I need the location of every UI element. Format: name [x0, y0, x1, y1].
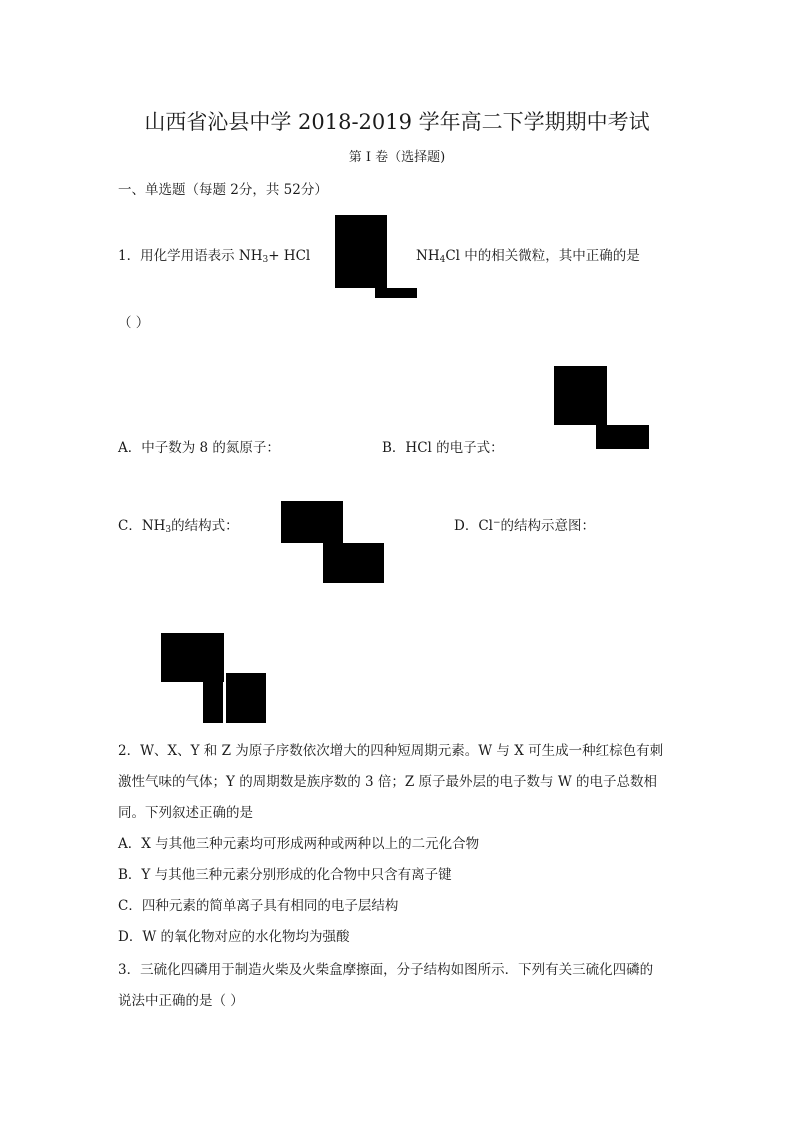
q2-stem-line3: 同。下列叙述正确的是	[118, 805, 253, 821]
q1-option-c-prefix: C．NH	[118, 518, 166, 534]
q1-stem-suffix: Cl 中的相关微粒，其中正确的是	[445, 248, 640, 264]
q1-reaction-arrow-image-tail	[375, 288, 417, 298]
page-title: 山西省沁县中学 2018-2019 学年高二下学期期中考试	[144, 110, 650, 134]
q1-stem-reactant: + HCl	[268, 248, 311, 264]
q1-product-sub: 4	[439, 255, 446, 265]
q1-option-d-prefix: D．Cl	[454, 518, 493, 534]
q1-option-d-image-part	[203, 682, 223, 723]
q1-option-d-suffix: 的结构示意图：	[500, 518, 596, 534]
q1-stem-prefix: 1．用化学用语表示 NH	[118, 248, 263, 264]
q3-stem-line2: 说法中正确的是（ ）	[118, 993, 244, 1009]
q1-option-c-image-part	[323, 543, 384, 583]
q1-stem	[118, 244, 310, 265]
q1-option-b: B．HCl 的电子式：	[382, 440, 504, 456]
q1-option-c	[118, 514, 239, 535]
q1-reaction-arrow-image	[335, 215, 387, 288]
section-heading: 一、单选题（每题 2分，共 52分）	[118, 182, 328, 198]
q1-option-d-image-part2	[226, 673, 266, 723]
q1-option-d-image	[161, 633, 224, 682]
q1-option-c-sub: 3	[165, 525, 172, 535]
q1-option-d-sup: −	[492, 518, 501, 528]
q2-option-c: C．四种元素的简单离子具有相同的电子层结构	[118, 898, 399, 914]
q2-stem-line1: 2．W、X、Y 和 Z 为原子序数依次增大的四种短周期元素。W 与 X 可生成一种红棕色有刺	[118, 743, 664, 759]
q1-option-c-image	[281, 501, 343, 543]
q1-option-a: A．中子数为 8 的氮原子：	[118, 440, 280, 456]
q1-option-d	[454, 514, 595, 534]
q3-stem-line1: 3．三硫化四磷用于制造火柴及火柴盒摩擦面，分子结构如图所示．下列有关三硫化四磷的	[118, 962, 654, 978]
q2-option-b: B．Y 与其他三种元素分别形成的化合物中只含有离子键	[118, 867, 452, 883]
q1-stem-sub: 3	[262, 255, 269, 265]
q1-stem-rest	[416, 244, 640, 265]
q1-option-b-image-part	[596, 425, 649, 449]
q1-option-b-image	[554, 366, 607, 425]
q1-answer-paren: （ ）	[118, 315, 150, 331]
q1-product-prefix: NH	[416, 248, 440, 264]
q1-option-c-suffix: 的结构式：	[171, 518, 239, 534]
q2-stem-line2: 激性气味的气体；Y 的周期数是族序数的 3 倍；Z 原子最外层的电子数与 W 的电子总数相	[118, 774, 658, 790]
q2-option-a: A．X 与其他三种元素均可形成两种或两种以上的二元化合物	[118, 836, 480, 852]
q2-option-d: D．W 的氧化物对应的水化物均为强酸	[118, 929, 350, 945]
page-subtitle: 第 I 卷（选择题)	[348, 150, 446, 165]
